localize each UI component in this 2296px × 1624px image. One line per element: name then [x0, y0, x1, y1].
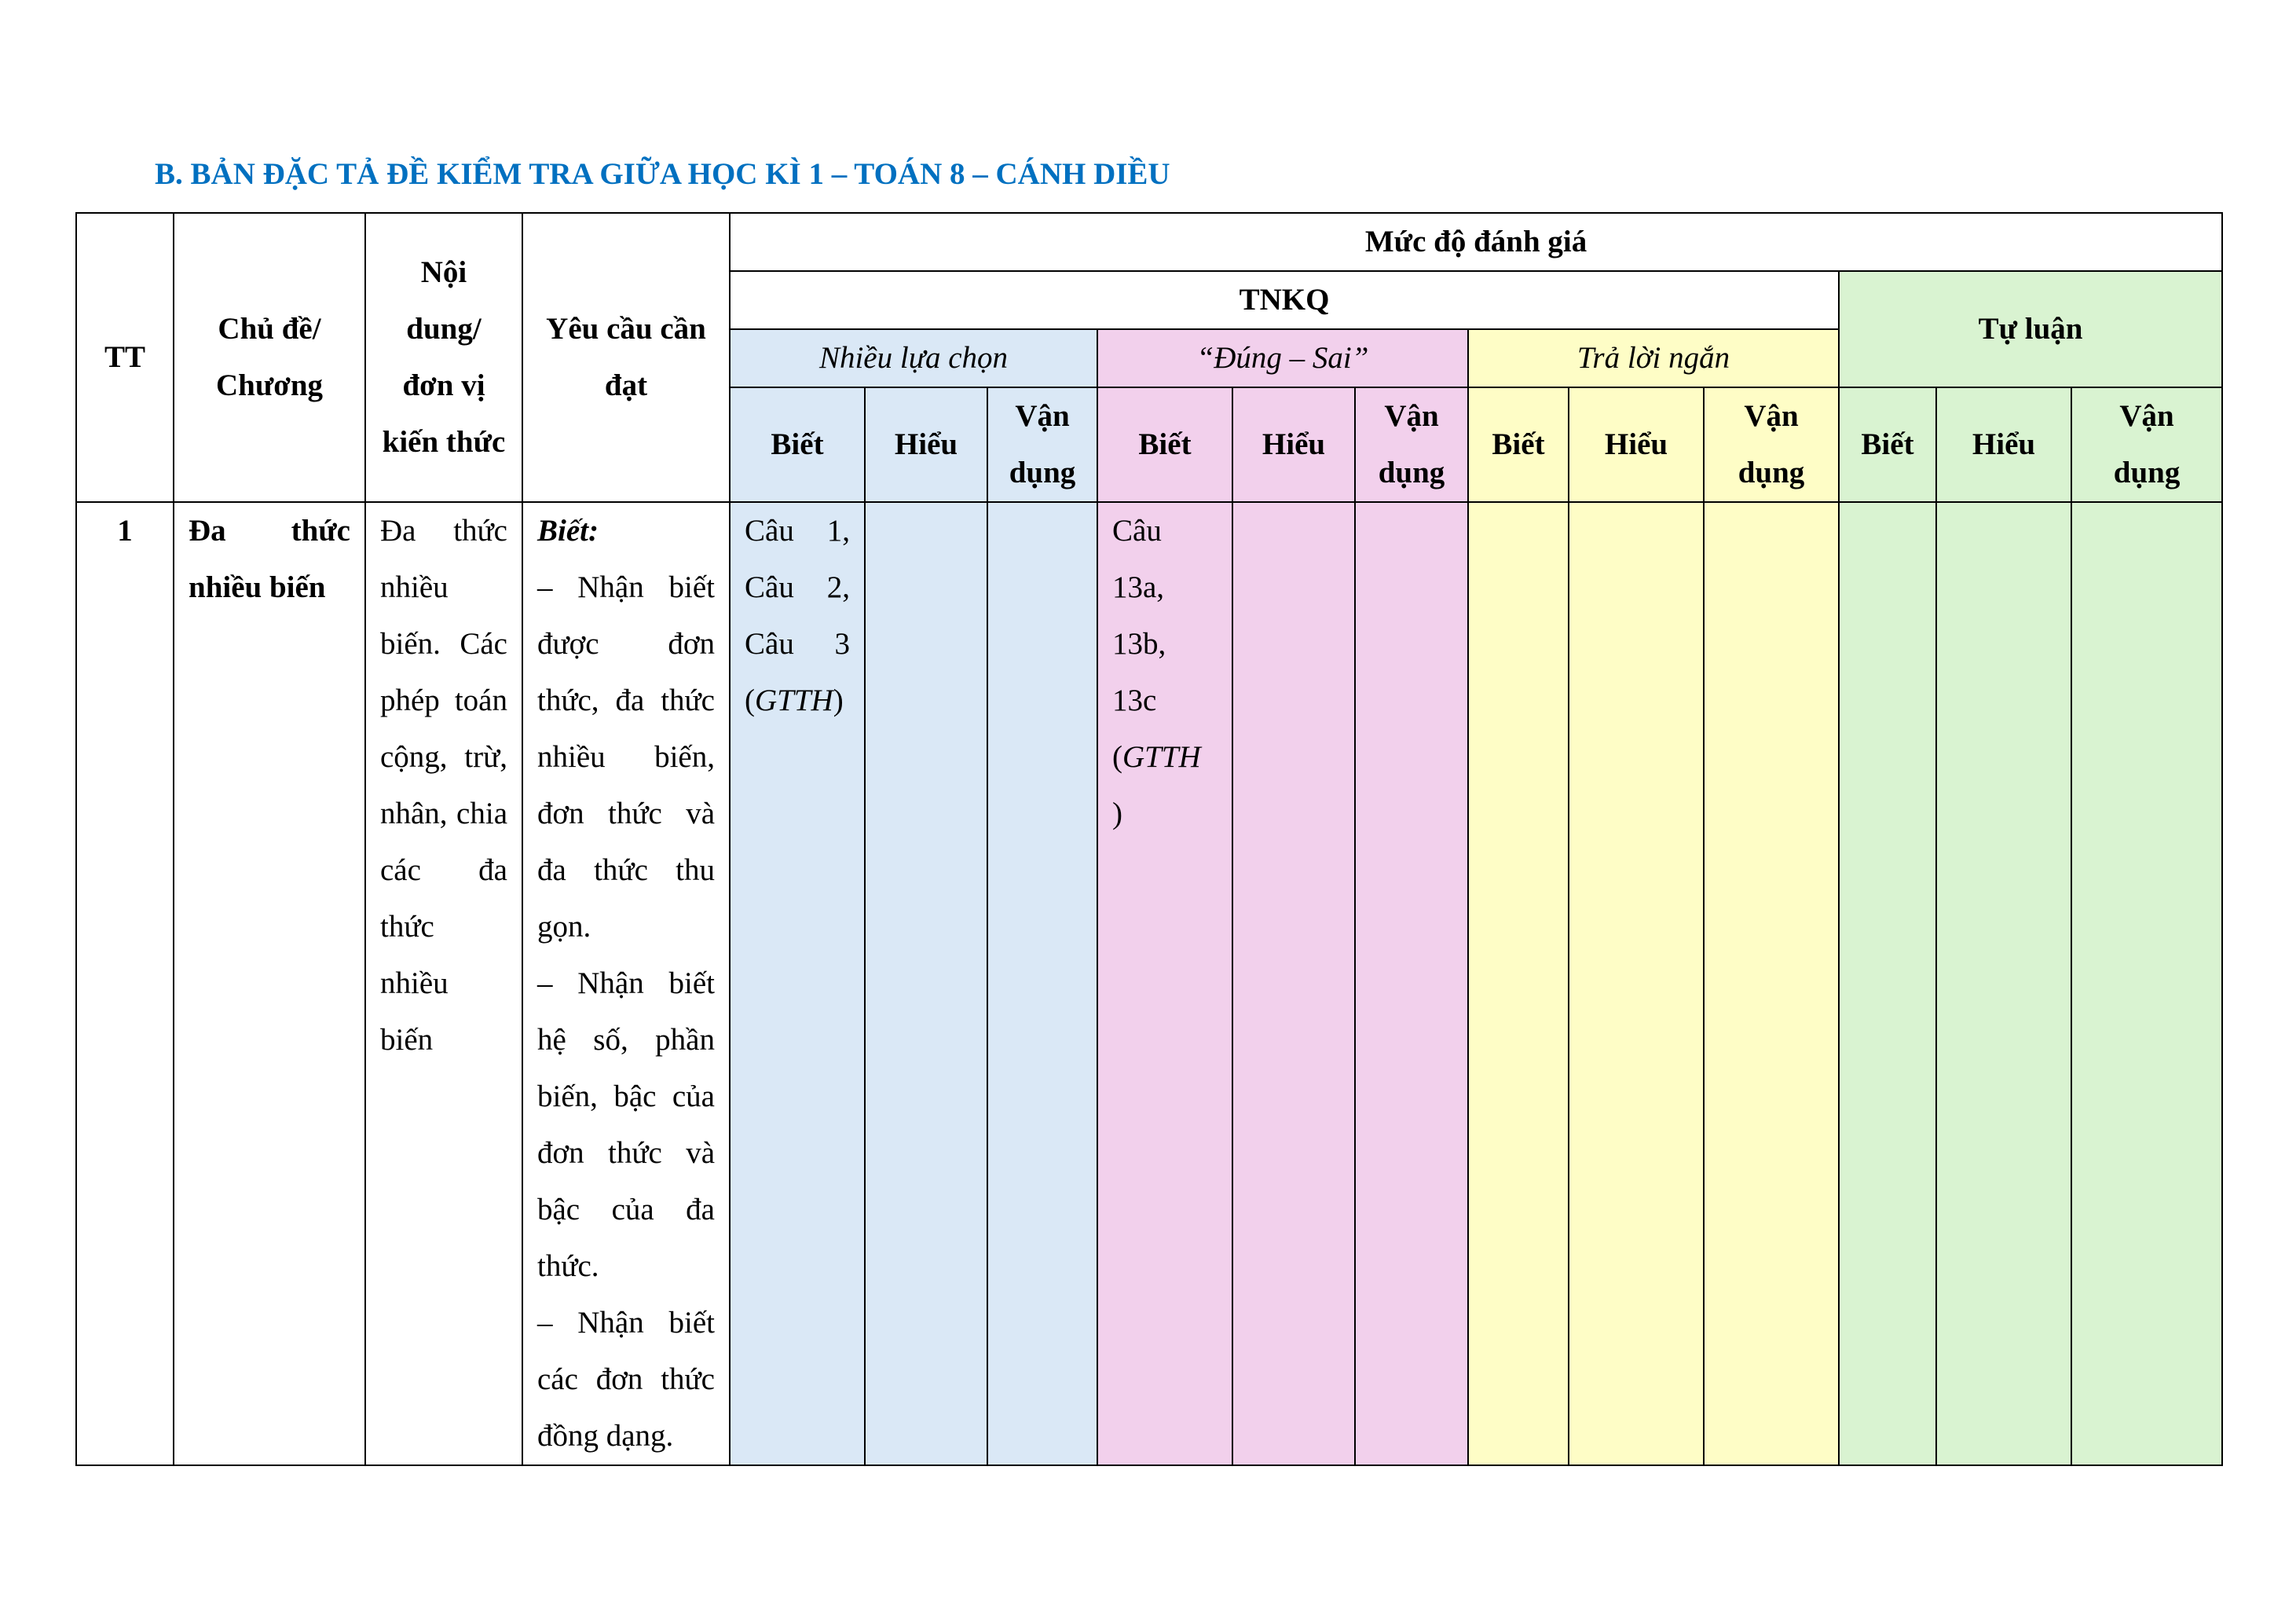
header-tl-hieu: Hiểu — [1936, 387, 2071, 502]
cell-chu-de: Đa thức nhiều biến — [174, 502, 365, 1465]
cell-ds-biet — [1097, 502, 1232, 1465]
yeu-cau-item: – Nhận biết được đơn thức, đa thức nhiều biến, đơn thức và đa thức thu gọn. — [537, 570, 715, 944]
header-tra-loi-ngan: Trả lời ngắn — [1468, 329, 1839, 387]
header-dung-sai: “Đúng – Sai” — [1097, 329, 1468, 387]
ds-biet-questions: Câu 13a, 13b, 13c — [1112, 514, 1166, 717]
header-nlc-van-dung: Vận dụng — [987, 387, 1097, 502]
header-tu-luan: Tự luận — [1839, 271, 2222, 387]
yeu-cau-heading: Biết: — [537, 514, 599, 548]
specification-table — [75, 212, 2223, 1466]
header-yeu-cau: Yêu cầu cần đạt — [522, 213, 730, 502]
header-tln-hieu: Hiểu — [1569, 387, 1704, 502]
header-tt: TT — [76, 213, 174, 502]
header-nhieu-lua-chon: Nhiều lựa chọn — [730, 329, 1097, 387]
cell-tt: 1 — [76, 502, 174, 1465]
cell-tln-hieu — [1569, 502, 1704, 1465]
header-tl-van-dung: Vận dụng — [2071, 387, 2222, 502]
cell-noi-dung: Đa thức nhiều biến. Các phép toán cộng, trừ, nhân, chia các đa thức nhiều biến — [365, 502, 522, 1465]
cell-yeu-cau — [522, 502, 730, 1465]
ds-biet-tag: GTTH — [1122, 740, 1201, 774]
header-muc-do-danh-gia: Mức độ đánh giá — [730, 213, 2222, 271]
header-ds-hieu: Hiểu — [1232, 387, 1355, 502]
header-chu-de: Chủ đề/ Chương — [174, 213, 365, 502]
nlc-biet-questions: Câu 1, Câu 2, Câu 3 — [745, 514, 850, 661]
cell-ds-hieu — [1232, 502, 1355, 1465]
ds-biet-open: ( — [1112, 740, 1122, 774]
header-noi-dung: Nội dung/ đơn vị kiến thức — [365, 213, 522, 502]
header-nlc-hieu: Hiểu — [865, 387, 987, 502]
cell-tl-hieu — [1936, 502, 2071, 1465]
header-nlc-biet: Biết — [730, 387, 865, 502]
header-ds-van-dung: Vận dụng — [1355, 387, 1468, 502]
ds-biet-close: ) — [1112, 797, 1122, 830]
header-ds-biet: Biết — [1097, 387, 1232, 502]
cell-tl-van-dung — [2071, 502, 2222, 1465]
cell-tl-biet — [1839, 502, 1936, 1465]
yeu-cau-item: – Nhận biết hệ số, phần biến, bậc của đơn thức và bậc của đa thức. — [537, 966, 715, 1283]
nlc-biet-close: ) — [833, 684, 844, 717]
cell-tln-van-dung — [1704, 502, 1839, 1465]
header-tln-biet: Biết — [1468, 387, 1569, 502]
header-tl-biet: Biết — [1839, 387, 1936, 502]
nlc-biet-tag: GTTH — [755, 684, 833, 717]
yeu-cau-item: – Nhận biết các đơn thức đồng dạng. — [537, 1306, 715, 1453]
table-row — [76, 502, 2222, 1465]
page-title: B. BẢN ĐẶC TẢ ĐỀ KIỂM TRA GIỮA HỌC KÌ 1 – TOÁN 8 – CÁNH DIỀU — [155, 157, 1170, 191]
cell-ds-van-dung — [1355, 502, 1468, 1465]
header-tnkq: TNKQ — [730, 271, 1839, 329]
cell-tln-biet — [1468, 502, 1569, 1465]
cell-nlc-van-dung — [987, 502, 1097, 1465]
cell-nlc-biet — [730, 502, 865, 1465]
cell-nlc-hieu — [865, 502, 987, 1465]
nlc-biet-open: ( — [745, 684, 755, 717]
header-tln-van-dung: Vận dụng — [1704, 387, 1839, 502]
